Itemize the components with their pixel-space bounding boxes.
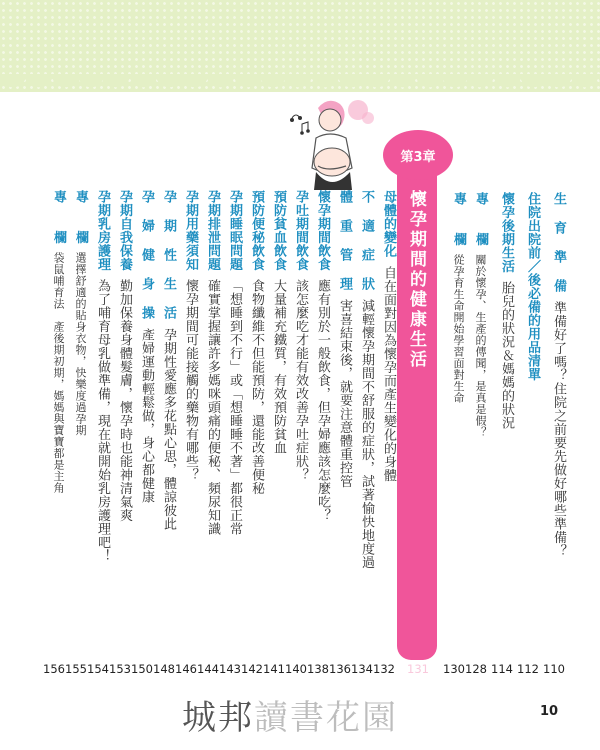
toc-page-number: 136 <box>329 662 351 676</box>
toc-entry[interactable]: 孕 婦 健 身 操 產婦運動輕鬆做，身心都健康 <box>139 190 154 503</box>
toc-column-entry[interactable]: 專 欄 選擇舒適的貼身衣物，快樂度過孕期 <box>73 190 88 436</box>
toc-page-number: 110 <box>543 662 565 676</box>
toc-entry[interactable]: 預防便秘飲食 食物纖維不但能預防，還能改善便秘 <box>249 190 264 495</box>
toc-column-entry[interactable]: 專 欄 袋鼠哺育法 產後期初期，媽媽與寶寶都是主角 <box>51 190 66 494</box>
toc-page-number: 156 <box>43 662 65 676</box>
toc-entry[interactable]: 孕 期 性 生 活 孕期性愛應多花點心思，體諒彼此 <box>161 190 176 530</box>
toc-page-number: 130 <box>443 662 465 676</box>
toc-entry[interactable]: 孕期排泄問題 確實掌握讓許多媽咪頭痛的便秘、頻尿知識 <box>205 190 220 536</box>
toc-page-number: 153 <box>109 662 131 676</box>
toc-page-number: 138 <box>307 662 329 676</box>
toc-page-number: 114 <box>491 662 513 676</box>
toc-page-number: 132 <box>373 662 395 676</box>
toc-entry[interactable]: 孕吐期間飲食 該怎麼吃才能有效改善孕吐症狀？ <box>293 190 308 482</box>
chapter-page-number: 131 <box>407 662 429 676</box>
toc-page-number: 144 <box>197 662 219 676</box>
toc-page-number: 155 <box>65 662 87 676</box>
toc-entry[interactable]: 懷孕後期生活 胎兒的狀況＆媽媽的狀況 <box>499 192 514 430</box>
toc-page-number: 134 <box>351 662 373 676</box>
toc-entry[interactable]: 孕期用藥須知 懷孕期間可能接觸的藥物有哪些？ <box>183 190 198 482</box>
toc-page-number: 143 <box>219 662 241 676</box>
toc-column-entry[interactable]: 專 欄 關於懷孕、生產的傳聞，是真是假？ <box>473 192 488 438</box>
toc-page-number: 141 <box>263 662 285 676</box>
pregnant-woman-illustration <box>278 88 388 198</box>
toc-entry[interactable]: 孕期乳房護理 為了哺育母乳做準備，現在就開始乳房護理吧！ <box>95 190 110 563</box>
toc-entry[interactable]: 不 適 症 狀 減輕懷孕期間不舒服的症狀，試著愉快地度過 <box>359 190 374 569</box>
toc-entry[interactable]: 預防貧血飲食 大量補充鐵質，有效預防貧血 <box>271 190 286 455</box>
toc-entry[interactable]: 懷孕期間飲食 應有別於一般飲食，但孕婦應該怎麼吃？ <box>315 190 330 522</box>
watermark: 城邦讀書花園 <box>182 698 398 738</box>
page-number: 10 <box>540 704 559 719</box>
toc-entry[interactable]: 生 育 準 備 準備好了嗎？住院之前要先做好哪些準備？ <box>551 192 566 557</box>
toc-page-number: 140 <box>285 662 307 676</box>
toc-entry[interactable]: 孕期睡眠問題 「想睡到不行」或「想睡睡不著」都很正常 <box>227 190 242 536</box>
toc-page-number: 154 <box>87 662 109 676</box>
toc-entry[interactable]: 母體的變化 自在面對因為懷孕而產生變化的身體 <box>381 190 396 482</box>
toc-column-entry[interactable]: 專 欄 從孕育生命開始學習面對生命 <box>451 192 466 404</box>
toc-page-number: 128 <box>465 662 487 676</box>
toc-page-number: 146 <box>175 662 197 676</box>
toc-page-number: 142 <box>241 662 263 676</box>
toc-page-number: 150 <box>131 662 153 676</box>
toc-entry[interactable]: 孕期自我保養 勤加保養身體髮膚，懷孕時也能神清氣爽 <box>117 190 132 522</box>
toc-entry[interactable]: 體 重 管 理 害喜結束後，就要注意體重控管 <box>337 190 352 488</box>
chapter-title: 懷孕期間的健康生活 <box>406 190 426 370</box>
toc-entry[interactable]: 住院出院前／後必備的用品清單 <box>525 192 540 381</box>
chapter-badge: 第3章 <box>383 130 453 180</box>
toc-page-number: 148 <box>153 662 175 676</box>
toc-page-number: 112 <box>517 662 539 676</box>
